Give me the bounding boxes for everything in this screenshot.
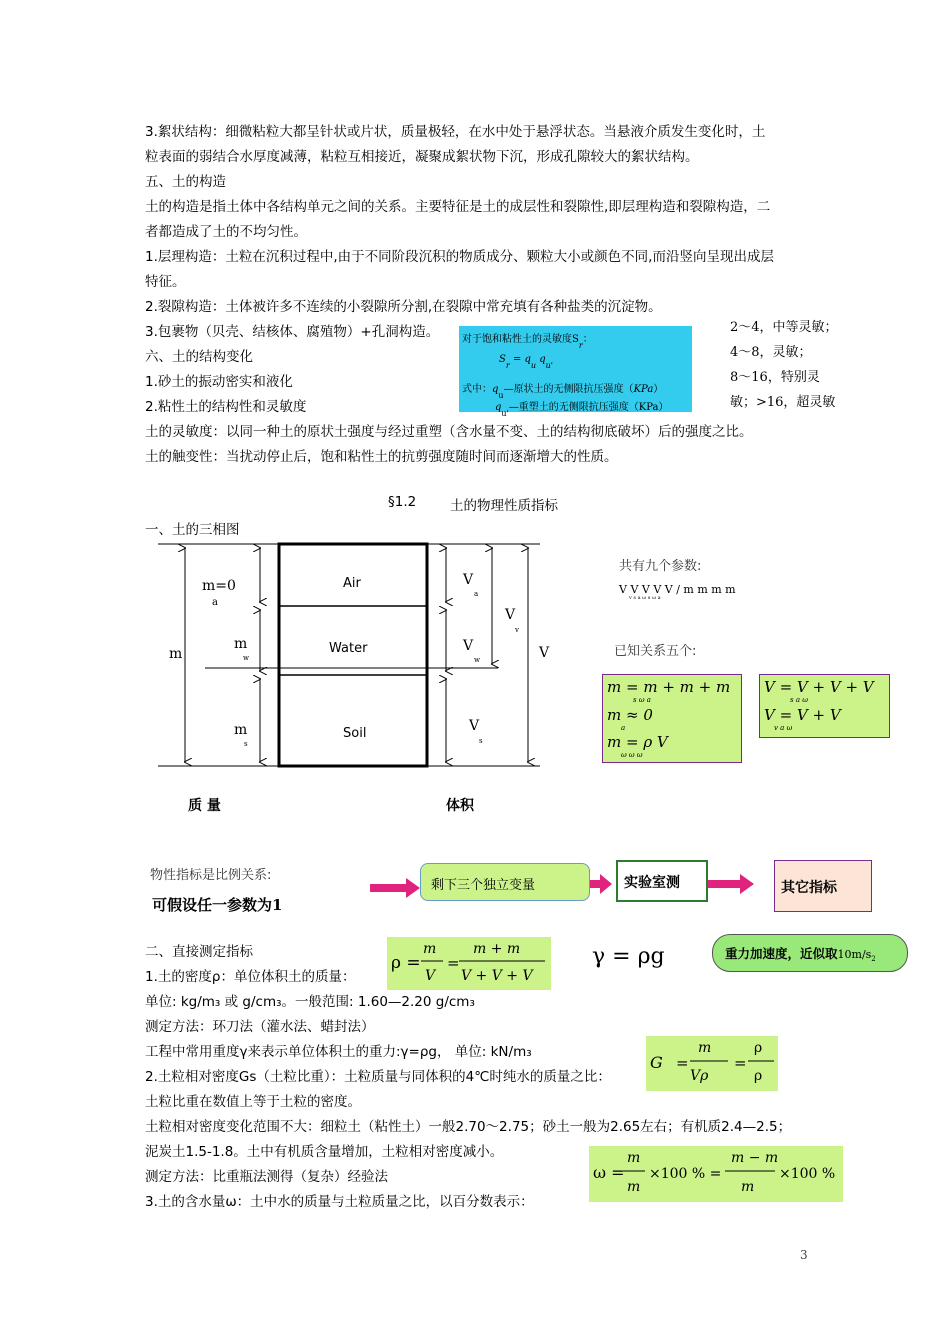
direct-line: 泥炭土1.5-1.8。土中有机质含量增加，土粒相对密度减小。 [145, 1144, 504, 1160]
vol-void-sub: v [515, 626, 519, 634]
direct-line: 测定方法：比重瓶法测得（复杂）经验法 [145, 1169, 388, 1185]
relation-subs: a [621, 724, 626, 732]
line2-text: —重塑土的无侧限抗压强度（KPa） [508, 402, 669, 413]
water-content-formula-box [589, 1146, 843, 1202]
svg-text:ρ =: ρ = [391, 953, 421, 973]
body-line: 土的触变性：当扰动停止后，饱和粘性土的抗剪强度随时间而逐渐增大的性质。 [145, 449, 618, 465]
relation-subs: v a ω [774, 724, 793, 732]
svg-text:m: m [423, 941, 437, 957]
flow-step2-box [616, 860, 708, 902]
svg-text:×100 % =: ×100 % = [649, 1166, 722, 1182]
phase-soil: Soil [343, 726, 367, 741]
flow-step3: 其它指标 [781, 880, 837, 896]
body-line: 土的构造是指土体中各结构单元之间的关系。主要特征是土的成层性和裂隙性,即层理构造和裂隙构造，二 [145, 199, 771, 215]
vol-soil-sub: s [479, 737, 483, 745]
line2-sym: q [495, 402, 502, 413]
qu2-sub: u' [545, 361, 553, 370]
relation-line: V = V + V + V [764, 678, 874, 696]
params-known: 已知关系五个: [614, 644, 697, 659]
body-line: 粒表面的弱结合水厚度减薄，粘粒互相接近，凝聚成絮状物下沉，形成孔隙较大的絮状结构。 [145, 149, 699, 165]
section-title: 土的物理性质指标 [450, 498, 558, 514]
relation-subs: s a ω [790, 696, 808, 704]
svg-text:×100 %: ×100 % [779, 1166, 836, 1182]
sensitivity-box: 对于饱和粘性土的灵敏度$S_r$： $S_r = q_u$ $q_{u'}$ 式中：$q_u—$原状土的无侧限抗压强度（KPa） $q_{u'}—$重塑土的无侧限抗压强度（KPa） [459, 326, 692, 412]
svg-text:m − m: m − m [731, 1150, 779, 1166]
svg-text:Vρ: Vρ [690, 1068, 709, 1084]
svg-text:V + V + V: V + V + V [461, 968, 533, 984]
flow-step3-box [774, 860, 872, 912]
sensitivity-formula: S [499, 354, 506, 365]
svg-text:V: V [425, 968, 436, 984]
vol-water-sub: w [474, 656, 480, 664]
sensitivity-box-title: 对于饱和粘性土的灵敏度S [462, 334, 579, 345]
body-line: 土的灵敏度：以同一种土的原状土强度与经过重塑（含水量不变、土的结构彻底破坏）后的强度之比。 [145, 424, 753, 440]
vol-air-sub: a [474, 590, 479, 598]
line1-text: —原状土的无侧限抗压强度（ [503, 384, 634, 395]
gs-formula-box [646, 1036, 778, 1091]
volume-caption: 体积 [446, 798, 474, 814]
mass-air-sub: a [212, 597, 218, 608]
direct-line: 1.土的密度ρ：单位体积土的质量： [145, 969, 356, 985]
mass-soil-label: m [234, 722, 248, 738]
body-line: 1.砂土的振动密实和液化 [145, 374, 293, 390]
qu-sub: u [530, 361, 537, 370]
line1-end: ） [653, 384, 664, 395]
svg-text:=: = [447, 954, 460, 972]
mass-water-label: m [234, 636, 248, 652]
svg-text:m + m: m + m [473, 941, 521, 957]
qu2-symbol: q [539, 354, 546, 365]
relation-subs: ω ω ω [621, 751, 643, 759]
vol-void-label: V [505, 607, 516, 623]
qu-symbol: q [524, 354, 531, 365]
three-phase-heading: 一、土的三相图 [145, 522, 240, 538]
vol-water-label: V [463, 638, 474, 654]
sensitivity-scale-line: 敏；>16，超灵敏 [730, 395, 836, 410]
direct-line: 测定方法：环刀法（灌水法、蜡封法） [145, 1019, 375, 1035]
body-line: 2.裂隙构造：土体被许多不连续的小裂隙所分割,在裂隙中常充填有各种盐类的沉淀物。 [145, 299, 662, 315]
direct-line: 土粒比重在数值上等于土粒的密度。 [145, 1094, 361, 1110]
body-line: 特征。 [145, 274, 186, 290]
flow-step1-box [420, 863, 590, 901]
svg-text:ρ: ρ [754, 1040, 763, 1056]
body-line: 3.包裹物（贝壳、结核体、腐殖物）+孔洞构造。 [145, 324, 440, 340]
svg-text:ω =: ω = [593, 1163, 625, 1182]
direct-line: 3.土的含水量ω：土中水的质量与土粒质量之比，以百分数表示： [145, 1194, 534, 1210]
svg-text:m: m [627, 1179, 641, 1195]
sensitivity-scale-line: 8～16，特别灵 [730, 370, 820, 385]
svg-text:=: = [734, 1054, 747, 1072]
relation-line: m = ρ V [607, 733, 668, 751]
svg-text:m: m [698, 1040, 712, 1056]
relation-line: m ≈ 0 [607, 706, 653, 724]
direct-line: 工程中常用重度γ来表示单位体积土的重力:γ=ρg， 单位: kN/m₃ [145, 1044, 532, 1060]
flow-step2: 实验室测 [624, 875, 680, 891]
sensitivity-scale-line: 4～8，灵敏； [730, 345, 812, 360]
params-list-subs: v s a ω s ω a [629, 595, 661, 601]
direct-heading: 二、直接测定指标 [145, 944, 253, 960]
vol-soil-label: V [469, 718, 480, 734]
vol-air-label: V [463, 572, 474, 588]
mass-water-sub: w [243, 654, 249, 662]
direct-line: 土粒相对密度变化范围不大：细粒土（粘性土）一般2.70～2.75；砂土一般为2.65左右；有机质2.4—2.5； [145, 1119, 792, 1135]
svg-text:m: m [627, 1150, 641, 1166]
heading-structure-change: 六、土的结构变化 [145, 349, 253, 365]
vol-total-label: V [539, 645, 550, 661]
gravity-note-box [712, 934, 908, 972]
line1-sym-sub: u [498, 391, 504, 400]
svg-text:G: G [650, 1053, 663, 1072]
relation-subs: s ω a [633, 696, 651, 704]
mass-total-label: m [169, 646, 183, 662]
line1-sym: q [492, 384, 499, 395]
sensitivity-eq: = [512, 354, 522, 365]
sensitivity-scale-line: 2～4，中等灵敏； [730, 320, 838, 335]
sensitivity-scale [730, 315, 838, 415]
gamma-formula: γ = ρg [592, 944, 665, 969]
relation-line: m = m + m + m [607, 678, 731, 696]
flow-assume: 可假设任一参数为1 [152, 896, 283, 914]
line2-sym-sub: u' [501, 409, 509, 418]
gravity-sub: 2 [871, 955, 876, 963]
page-number: 3 [800, 1248, 808, 1262]
phase-water: Water [329, 641, 368, 656]
body-line: 3.絮状结构：细微粘粒大都呈针状或片状，质量极轻，在水中处于悬浮状态。当悬液介质发生变化时，土 [145, 124, 766, 140]
flow-step1: 剩下三个独立变量 [431, 878, 536, 893]
gravity-note: 重力加速度，近似取 [725, 946, 838, 961]
where-label: 式中： [462, 384, 492, 395]
sensitivity-formula-sub: r [505, 361, 510, 370]
sensitivity-title-sub: r [578, 341, 583, 350]
svg-text:ρ: ρ [754, 1068, 763, 1084]
relations-left-box [602, 674, 742, 763]
relation-line: V = V + V [764, 706, 841, 724]
heading-structure: 五、土的构造 [145, 174, 226, 190]
mass-soil-sub: s [244, 740, 248, 748]
phase-air: Air [343, 576, 361, 591]
density-formula-box [387, 937, 551, 990]
flow-note: 物性指标是比例关系: [150, 868, 272, 883]
params-title: 共有九个参数: [619, 559, 702, 574]
body-line: 2.粘性土的结构性和灵敏度 [145, 399, 307, 415]
mass-air-label: m=0 [202, 578, 236, 594]
mass-caption: 质 量 [188, 798, 221, 814]
params-list: V V V V V / m m m m [619, 583, 736, 596]
direct-line: 单位: kg/m₃ 或 g/cm₃。一般范围: 1.60—2.20 g/cm₃ [145, 994, 475, 1010]
gravity-value: 10m/s [837, 948, 872, 961]
relations-right-box [759, 674, 890, 738]
body-line: 者都造成了土的不均匀性。 [145, 224, 307, 240]
line1-unit: KPa [633, 384, 654, 395]
direct-line: 2.土粒相对密度Gs（土粒比重）：土粒质量与同体积的4℃时纯水的质量之比： [145, 1069, 611, 1085]
svg-text:=: = [676, 1054, 689, 1072]
section-number: §1.2 [388, 494, 417, 510]
body-line: 1.层理构造：土粒在沉积过程中,由于不同阶段沉积的物质成分、颗粒大小或颜色不同,而沿竖向呈现出成层 [145, 249, 774, 265]
svg-text:m: m [741, 1179, 755, 1195]
